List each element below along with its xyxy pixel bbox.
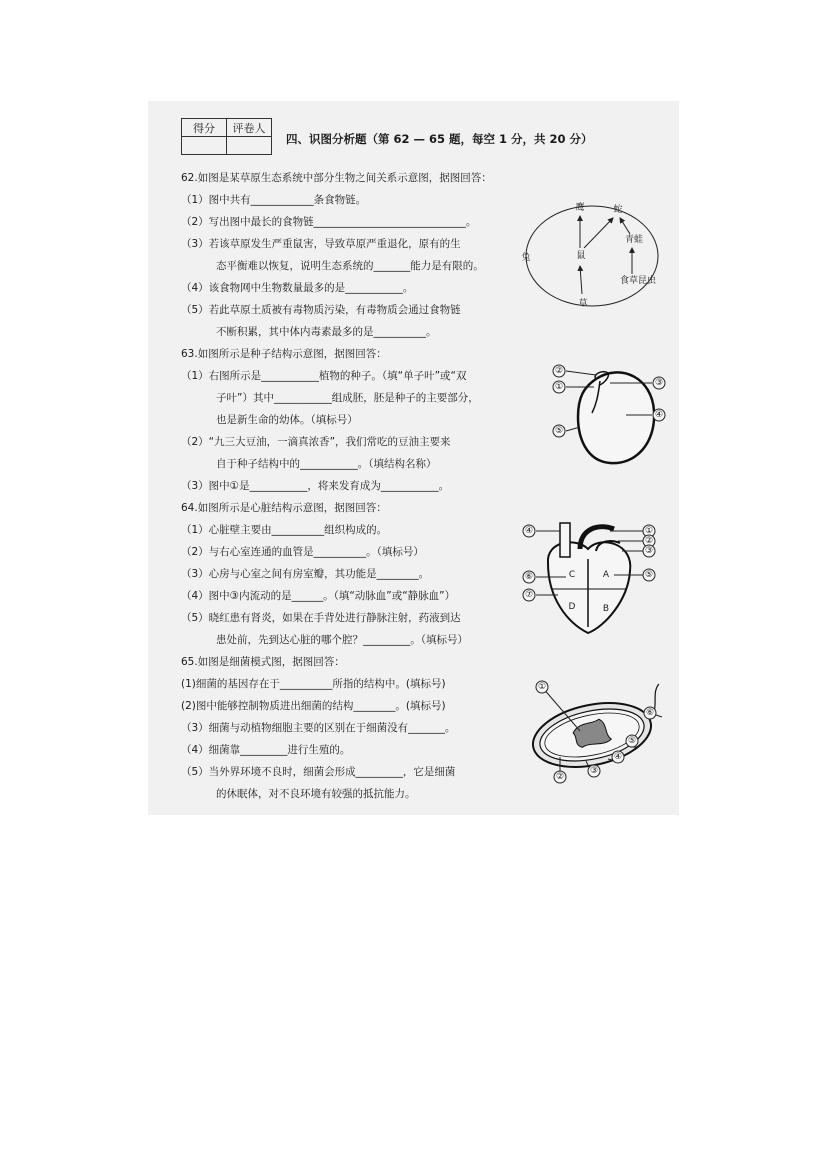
heart-label-3: ③ (644, 546, 654, 556)
bacteria-label-5: ⑤ (627, 736, 637, 746)
seed-diagram (544, 357, 674, 469)
q65-line-4: （4）细菌靠_________进行生殖的。 (181, 744, 351, 756)
q65-line-1: (1)细菌的基因存在于__________所指的结构中。(填标号) (181, 678, 446, 690)
seed-label-2: ② (554, 366, 564, 376)
grader-label: 评卷人 (227, 119, 272, 137)
q63-line-2: 子叶”）其中___________组成胚，胚是种子的主要部分， (216, 392, 479, 404)
heart-label-4: ④ (524, 526, 534, 536)
q65-line-6: 的休眠体，对不良环境有较强的抵抗能力。 (216, 788, 416, 800)
score-cell (182, 137, 227, 155)
q63-line-6: （3）图中①是___________，将来发育成为___________。 (181, 480, 450, 492)
q63-line-1: （1）右图所示是___________植物的种子。（填“单子叶”或“双 (181, 370, 467, 382)
heart-diagram (518, 519, 658, 637)
chamber-b-label: B (602, 604, 610, 614)
seed-label-3: ③ (654, 378, 664, 388)
q62-line-2: （2）写出图中最长的食物链_____________________________。 (181, 216, 477, 228)
q62-line-5: （4）该食物网中生物数量最多的是___________。 (181, 282, 414, 294)
q63-line-3: 也是新生命的幼体。（填标号） (216, 414, 358, 426)
frog-label: 青蛙 (624, 235, 644, 245)
q64-stem: 64.如图所示是心脏结构示意图，据图回答： (181, 502, 387, 514)
q63-stem: 63.如图所示是种子结构示意图，据图回答： (181, 348, 387, 360)
rabbit-label: 兔 (521, 253, 531, 263)
seed-label-5: ⑤ (554, 426, 564, 436)
q65-line-2: (2)图中能够控制物质进出细菌的结构________。(填标号) (181, 700, 446, 712)
q62-line-7: 不断积累，其中体内毒素最多的是__________。 (216, 326, 437, 338)
food-web-diagram (520, 196, 670, 316)
bacteria-label-4: ④ (613, 752, 623, 762)
bacteria-label-6: ⑥ (645, 708, 655, 718)
q63-line-5: 自于种子结构中的___________。（填结构名称） (216, 458, 437, 470)
q64-line-3: （3）心房与心室之间有房室瓣，其功能是________。 (181, 568, 430, 580)
q62-line-4: 态平衡难以恢复，说明生态系统的_______能力是有限的。 (216, 260, 484, 272)
heart-label-7: ⑦ (524, 590, 534, 600)
bacteria-diagram (520, 677, 670, 787)
heart-label-6: ⑥ (524, 572, 534, 582)
q62-line-3: （3）若该草原发生严重鼠害，导致草原严重退化，原有的生 (181, 238, 461, 250)
heart-label-5: ⑤ (644, 570, 654, 580)
mouse-label: 鼠 (576, 251, 586, 261)
q64-line-2: （2）与右心室连通的血管是__________。（填标号） (181, 546, 424, 558)
q62-line-6: （5）若此草原土质被有毒物质污染，有毒物质会通过食物链 (181, 304, 461, 316)
q64-line-4: （4）图中③内流动的是______。（填“动脉血”或“静脉血”） (181, 590, 456, 602)
grass-label: 草 (578, 299, 588, 309)
score-label: 得分 (182, 119, 227, 137)
eagle-label: 鹰 (575, 203, 585, 213)
q64-line-5: （5）晓红患有肾炎，如果在手背处进行静脉注射，药液到达 (181, 612, 461, 624)
chamber-d-label: D (568, 602, 576, 612)
q65-line-5: （5）当外界环境不良时，细菌会形成_________，它是细菌 (181, 766, 456, 778)
bacteria-label-2: ② (555, 772, 565, 782)
heart-label-2: ② (644, 536, 654, 546)
chamber-a-label: A (602, 570, 610, 580)
chamber-c-label: C (568, 570, 576, 580)
bacteria-label-1: ① (537, 682, 547, 692)
insect-label: 食草昆虫 (619, 276, 657, 286)
q64-line-1: （1）心脏壁主要由__________组织构成的。 (181, 524, 388, 536)
scanned-exam-page (148, 101, 679, 815)
section-title: 四、识图分析题（第 62 — 65 题，每空 1 分，共 20 分） (286, 132, 593, 146)
q62-stem: 62.如图是某草原生态系统中部分生物之间关系示意图，据图回答： (181, 172, 492, 184)
q65-stem: 65.如图是细菌模式图，据图回答： (181, 656, 345, 668)
q63-line-4: （2）“九三大豆油，一滴真浓香”，我们常吃的豆油主要来 (181, 436, 451, 448)
seed-label-1: ① (554, 382, 564, 392)
heart-label-1: ① (644, 526, 654, 536)
score-table (181, 118, 272, 155)
bacteria-label-3: ③ (589, 766, 599, 776)
q64-line-6: 患处前，先到达心脏的哪个腔？_________。（填标号） (216, 634, 468, 646)
grader-cell (227, 137, 272, 155)
q62-line-1: （1）图中共有____________条食物链。 (181, 194, 367, 206)
snake-label: 蛇 (613, 205, 623, 215)
seed-label-4: ④ (654, 410, 664, 420)
q65-line-3: （3）细菌与动植物细胞主要的区别在于细菌没有_______。 (181, 722, 456, 734)
